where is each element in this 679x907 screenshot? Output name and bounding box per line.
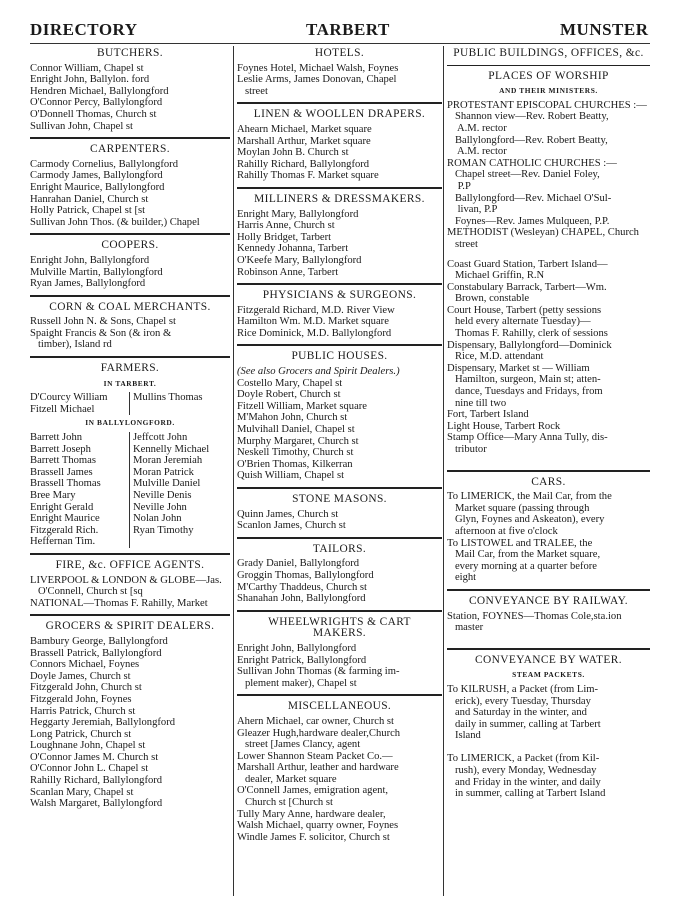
section-list: [237, 509, 442, 532]
entry-line: Fitzell William, Market square: [237, 400, 368, 412]
entry-line: Station, FOYNES—Thomas Cole,sta.ion: [447, 610, 622, 622]
section-list: [30, 63, 230, 133]
entry-line: Leslie Arms, James Donovan, Chapel: [237, 74, 397, 86]
entry-line: ROMAN CATHOLIC CHURCHES :—: [447, 157, 617, 169]
section-rule: [30, 233, 230, 235]
header-directory: DIRECTORY: [30, 20, 138, 39]
entry-line: Lower Shannon Steam Packet Co.—: [237, 750, 393, 762]
section-rule: [447, 470, 650, 472]
section-list: [30, 159, 230, 229]
entry-line: Rice Dominick, M.D. Ballylongford: [237, 327, 392, 339]
entry-line: Kennedy Johanna, Tarbert: [237, 243, 349, 255]
section-rule: [237, 537, 442, 539]
section-list: [30, 575, 230, 610]
entry-line: Barrett Joseph: [30, 443, 91, 455]
entry-line: Enright Mary, Ballylongford: [237, 208, 359, 220]
section-title: CONVEYANCE BY RAILWAY.: [468, 594, 629, 607]
entry-line: METHODIST (Wesleyan) CHAPEL, Church: [447, 227, 639, 239]
entry-line: Loughnane John, Chapel st: [30, 740, 146, 752]
entry-line: Bambury George, Ballylongford: [30, 635, 168, 647]
entry-line: Glyn, Foynes and Askeaton), every: [447, 514, 605, 526]
entry-line: LIVERPOOL & LONDON & GLOBE—Jas.: [30, 574, 222, 586]
section-list: [30, 255, 230, 290]
section-title: PLACES OF WORSHIP: [488, 69, 609, 82]
entry-line: Chapel street—Rev. Daniel Foley,: [447, 169, 600, 181]
entry-line: Barrett Thomas: [30, 455, 96, 467]
column-divider: [443, 46, 444, 896]
entry-line: O'Keefe Mary, Ballylongford: [237, 254, 362, 266]
entry-line: Hanrahan Daniel, Church st: [30, 193, 149, 205]
entry-line: Foynes Hotel, Michael Walsh, Foynes: [237, 62, 399, 74]
subsection-title: AND THEIR MINISTERS.: [499, 86, 598, 96]
entry-line: Doyle Robert, Church st: [237, 389, 341, 401]
section-title: MILLINERS & DRESSMAKERS.: [254, 192, 425, 205]
entry-line: Stamp Office—Mary Anna Tully, dis-: [447, 432, 608, 444]
entry-line: Kennelly Michael: [133, 443, 210, 455]
section-rule: [30, 356, 230, 358]
entry-line: Island: [447, 730, 481, 742]
section-rule: [30, 553, 230, 555]
entry-line: NATIONAL—Thomas F. Rahilly, Market: [30, 597, 208, 609]
section-rule: [237, 610, 442, 612]
entry-line: and Saturday in the winter, and: [447, 707, 587, 719]
entry-line: Mulvihall Daniel, Chapel st: [237, 424, 355, 436]
entry-line: O'Connell James, emigration agent,: [237, 785, 389, 797]
section-title: FARMERS.: [100, 362, 160, 375]
section-rule: [237, 187, 442, 189]
entry-line: Enright John, Ballylon. ford: [30, 74, 150, 86]
column-divider: [233, 46, 234, 896]
section-title: PHYSICIANS & SURGEONS.: [262, 289, 417, 302]
entry-line: Harris Anne, Church st: [237, 220, 335, 232]
entry-line: dance, Tuesdays and Fridays, from: [447, 386, 603, 398]
entry-line: A.M. rector: [447, 122, 507, 134]
entry-line: held every alternate Tuesday)—: [447, 316, 591, 328]
entry-line: Harris Patrick, Church st: [30, 705, 136, 717]
entry-line: Grady Daniel, Ballylongford: [237, 558, 360, 570]
section-title: PUBLIC BUILDINGS, OFFICES, &c.: [453, 47, 644, 59]
entry-line: Foynes—Rev. James Mulqueen, P.P.: [447, 215, 610, 227]
entry-line: Rahilly Thomas F. Market square: [237, 170, 379, 182]
entry-line: Neskell Timothy, Church st: [237, 447, 354, 459]
section-list: [30, 636, 230, 810]
entry-line: Enright John, Ballylongford: [30, 254, 150, 266]
entry-line: dealer, Market square: [237, 773, 337, 785]
entry-line: Brassell James: [30, 466, 93, 478]
section-list: [447, 259, 650, 456]
entry-line: Mulville Martin, Ballylongford: [30, 266, 163, 278]
entry-line: To KILRUSH, a Packet (from Lim-: [447, 683, 599, 695]
section-list: [30, 316, 230, 351]
entry-line: livan, P.P: [447, 204, 498, 216]
section-title: GROCERS & SPIRIT DEALERS.: [45, 620, 215, 633]
entry-line: every morning at a quarter before: [447, 560, 598, 572]
entry-line: Rahilly Richard, Ballylongford: [30, 775, 163, 787]
entry-line: Enright John, Ballylongford: [237, 642, 357, 654]
section-rule: [30, 137, 230, 139]
entry-line: Marshall Arthur, Market square: [237, 135, 371, 147]
two-column-list: [30, 432, 230, 548]
entry-line: eight: [447, 572, 477, 584]
section-rule: [30, 295, 230, 297]
entry-line: Coast Guard Station, Tarbert Island—: [447, 258, 608, 270]
entry-line: Mail Car, from the Market square,: [447, 549, 601, 561]
entry-line: D'Courcy William: [30, 392, 108, 404]
entry-line: Church st [Church st: [237, 797, 333, 809]
list-right: [130, 392, 230, 415]
entry-line: rush), every Monday, Wednesday: [447, 765, 597, 777]
entry-line: afternoon at five o'clock: [447, 525, 558, 537]
entry-line: O'Connell, Church st [sq: [30, 586, 143, 598]
section-list: [237, 558, 442, 604]
entry-line: plement maker), Chapel st: [237, 677, 357, 689]
entry-line: Thomas F. Rahilly, clerk of sessions: [447, 328, 608, 340]
entry-line: Jeffcott John: [133, 432, 188, 444]
section-list: [447, 491, 650, 584]
entry-line: M'Mahon John, Church st: [237, 412, 348, 424]
entry-line: Marshall Arthur, leather and hardware: [237, 762, 399, 774]
entry-line: Connor William, Chapel st: [30, 62, 144, 74]
entry-line: To LISTOWEL and TRALEE, the: [447, 537, 593, 549]
entry-line: Robinson Anne, Tarbert: [237, 266, 339, 278]
entry-line: Connors Michael, Foynes: [30, 659, 140, 671]
entry-line: street: [237, 85, 268, 97]
entry-line: Russell John N. & Sons, Chapel st: [30, 316, 176, 328]
entry-line: Light House, Tarbert Rock: [447, 420, 561, 432]
entry-line: Rahilly Richard, Ballylongford: [237, 158, 370, 170]
entry-line: Quish William, Chapel st: [237, 470, 345, 482]
entry-line: nine till two: [447, 397, 507, 409]
entry-line: Tully Mary Anne, hardware dealer,: [237, 808, 386, 820]
section-title: MISCELLANEOUS.: [287, 700, 392, 713]
entry-line: and Friday in the winter, and daily: [447, 776, 601, 788]
entry-line: Fitzell Michael: [30, 403, 95, 415]
entry-line: Holly Patrick, Chapel st [st: [30, 205, 146, 217]
entry-line: Costello Mary, Chapel st: [237, 377, 343, 389]
section-title: CORN & COAL MERCHANTS.: [49, 300, 211, 313]
section-rule: [447, 648, 650, 650]
section-title: TAILORS.: [312, 542, 367, 555]
entry-line: Rice, M.D. attendant: [447, 351, 544, 363]
section-title: CARPENTERS.: [89, 143, 171, 156]
entry-line: street: [447, 238, 478, 250]
entry-line: street [James Clancy, agent: [237, 739, 361, 751]
entry-line: O'Brien Thomas, Kilkerran: [237, 458, 353, 470]
entry-line: Moran Jeremiah: [133, 455, 203, 467]
subsection-title: IN BALLYLONGFORD.: [85, 418, 175, 428]
entry-line: Quinn James, Church st: [237, 508, 339, 520]
entry-line: Dispensary, Market st — William: [447, 362, 590, 374]
entry-line: Brown, constable: [447, 293, 530, 305]
column-1: [30, 46, 230, 810]
entry-line: Ahearn Michael, Market square: [237, 123, 372, 135]
entry-line: O'Connor James M. Church st: [30, 751, 159, 763]
entry-line: daily in summer, calling at Tarbert: [447, 718, 601, 730]
header-rule: [30, 43, 650, 44]
entry-line: Groggin Thomas, Ballylongford: [237, 569, 374, 581]
entry-line: Constabulary Barrack, Tarbert—Wm.: [447, 281, 607, 293]
entry-line: Ryan James, Ballylongford: [30, 278, 146, 290]
entry-line: Fitzgerald John, Church st: [30, 682, 142, 694]
entry-line: O'Connor Percy, Ballylongford: [30, 97, 163, 109]
entry-line: Carmody Cornelius, Ballylongford: [30, 158, 179, 170]
entry-line: Mullins Thomas: [133, 392, 203, 404]
entry-line: Scanlan Mary, Chapel st: [30, 786, 134, 798]
section-title: WHEELWRIGHTS & CART: [268, 615, 411, 628]
entry-line: PROTESTANT EPISCOPAL CHURCHES :—: [447, 99, 647, 111]
entry-line: Moran Patrick: [133, 466, 194, 478]
entry-line: Hamilton, surgeon, Main st; atten-: [447, 374, 601, 386]
entry-line: Ballylongford—Rev. Michael O'Sul-: [447, 192, 612, 204]
section-rule: [447, 589, 650, 591]
entry-line: Hamilton Wm. M.D. Market square: [237, 316, 389, 328]
entry-line: Dispensary, Ballylongford—Dominick: [447, 339, 612, 351]
section-list: [237, 378, 442, 482]
entry-line: Gleazer Hugh,hardware dealer,Church: [237, 727, 401, 739]
entry-line: Spaight Francis & Son (& iron &: [30, 327, 172, 339]
section-list: [237, 209, 442, 279]
entry-line: Walsh Margaret, Ballylongford: [30, 798, 163, 810]
section-rule: [237, 102, 442, 104]
entry-line: Brassell Patrick, Ballylongford: [30, 647, 162, 659]
section-title-continued: MAKERS.: [312, 627, 367, 640]
subsection-title: STEAM PACKETS.: [512, 670, 585, 680]
section-title: STONE MASONS.: [292, 493, 387, 505]
entry-line: Enright Patrick, Ballylongford: [237, 654, 367, 666]
section-rule: [237, 694, 442, 696]
entry-line: Sullivan John Thos. (& builder,) Chapel: [30, 216, 200, 228]
entry-line: Court House, Tarbert (petty sessions: [447, 304, 602, 316]
entry-line: tributor: [447, 444, 487, 455]
list-left: [30, 432, 130, 548]
entry-line: master: [447, 622, 484, 634]
entry-line: Hendren Michael, Ballylongford: [30, 85, 169, 97]
section-title: LINEN & WOOLLEN DRAPERS.: [253, 108, 426, 121]
entry-line: erick), every Tuesday, Thursday: [447, 695, 591, 707]
entry-line: Long Patrick, Church st: [30, 728, 132, 740]
entry-line: O'Connor John L. Chapel st: [30, 763, 149, 775]
entry-line: Ahern Michael, car owner, Church st: [237, 715, 394, 727]
entry-line: in summer, calling at Tarbert Island: [447, 788, 606, 800]
section-list: [237, 63, 442, 98]
entry-line: timber), Island rd: [30, 339, 112, 351]
entry-line: Carmody James, Ballylongford: [30, 170, 163, 182]
entry-line: Shannon view—Rev. Robert Beatty,: [447, 111, 609, 123]
entry-line: Shanahan John, Ballylongford: [237, 593, 366, 605]
header-town: TARBERT: [306, 20, 390, 39]
entry-line: Sullivan John, Chapel st: [30, 120, 133, 132]
entry-line: Holly Bridget, Tarbert: [237, 231, 332, 243]
entry-line: To LIMERICK, a Packet (from Kil-: [447, 753, 600, 765]
entry-line: To LIMERICK, the Mail Car, from the: [447, 491, 612, 503]
entry-line: Fitzgerald John, Foynes: [30, 693, 132, 705]
two-column-list: [30, 392, 230, 415]
section-list: [237, 305, 442, 340]
entry-line: P.P: [447, 180, 471, 192]
section-title: CARS.: [531, 475, 566, 488]
entry-line: Fitzgerald Rich.: [30, 524, 99, 536]
entry-line: Fort, Tarbert Island: [447, 409, 529, 421]
section-title: CONVEYANCE BY WATER.: [475, 653, 622, 666]
entry-line: Ballylongford—Rev. Robert Beatty,: [447, 134, 608, 146]
entry-line: Neville Denis: [133, 490, 192, 501]
entry-line: Murphy Margaret, Church st: [237, 435, 359, 447]
list-right: [130, 432, 230, 548]
section-title: COOPERS.: [101, 239, 159, 252]
section-rule: [237, 344, 442, 346]
entry-line: Nolan John: [133, 513, 182, 525]
section-title: FIRE, &c. OFFICE AGENTS.: [55, 558, 205, 571]
entry-line: Bree Mary: [30, 490, 76, 501]
list-left: [30, 392, 130, 415]
entry-line: Windle James F. solicitor, Church st: [237, 831, 390, 843]
section-rule: [237, 283, 442, 285]
entry-line: Moylan John B. Church st: [237, 147, 349, 159]
entry-line: [447, 742, 650, 754]
entry-line: Doyle James, Church st: [30, 670, 131, 682]
section-rule: [237, 487, 442, 489]
entry-line: Enright Gerald: [30, 501, 94, 513]
entry-line: Enright Maurice: [30, 513, 100, 525]
entry-line: Heggarty Jeremiah, Ballylongford: [30, 717, 176, 729]
header-province: MUNSTER: [560, 20, 649, 39]
entry-line: Sullivan John Thomas (& farming im-: [237, 666, 400, 678]
entry-line: Walsh Michael, quarry owner, Foynes: [237, 820, 399, 832]
entry-line: Heffernan Tim.: [30, 536, 96, 548]
cross-reference-note: (See also Grocers and Spirit Dealers.): [237, 366, 400, 378]
entry-line: Barrett John: [30, 432, 83, 444]
entry-line: Scanlon James, Church st: [237, 520, 346, 532]
section-title: HOTELS.: [314, 47, 365, 59]
section-title: PUBLIC HOUSES.: [291, 350, 388, 363]
section-list: [237, 716, 442, 844]
section-list: [447, 611, 650, 634]
entry-line: Mulville Daniel: [133, 478, 201, 490]
entry-line: M'Carthy Thaddeus, Church st: [237, 581, 368, 593]
entry-line: Michael Griffin, R.N: [447, 270, 545, 282]
entry-line: Neville John: [133, 501, 187, 513]
entry-line: Market square (passing through: [447, 502, 590, 514]
entry-line: Fitzgerald Richard, M.D. River View: [237, 304, 395, 316]
subsection-title: IN TARBERT.: [103, 378, 157, 388]
section-list: [447, 100, 650, 251]
section-list: [447, 684, 650, 800]
entry-line: O'Donnell Thomas, Church st: [30, 108, 157, 120]
section-rule: [447, 65, 650, 66]
section-title: BUTCHERS.: [97, 47, 163, 59]
entry-line: Ryan Timothy: [133, 524, 194, 536]
entry-line: Brassell Thomas: [30, 478, 101, 490]
section-list: [237, 643, 442, 689]
section-list: [237, 124, 442, 182]
column-3: [447, 46, 650, 800]
entry-line: A.M. rector: [447, 146, 507, 158]
section-rule: [30, 614, 230, 616]
entry-line: Enright Maurice, Ballylongford: [30, 181, 165, 193]
column-2: [237, 46, 442, 843]
